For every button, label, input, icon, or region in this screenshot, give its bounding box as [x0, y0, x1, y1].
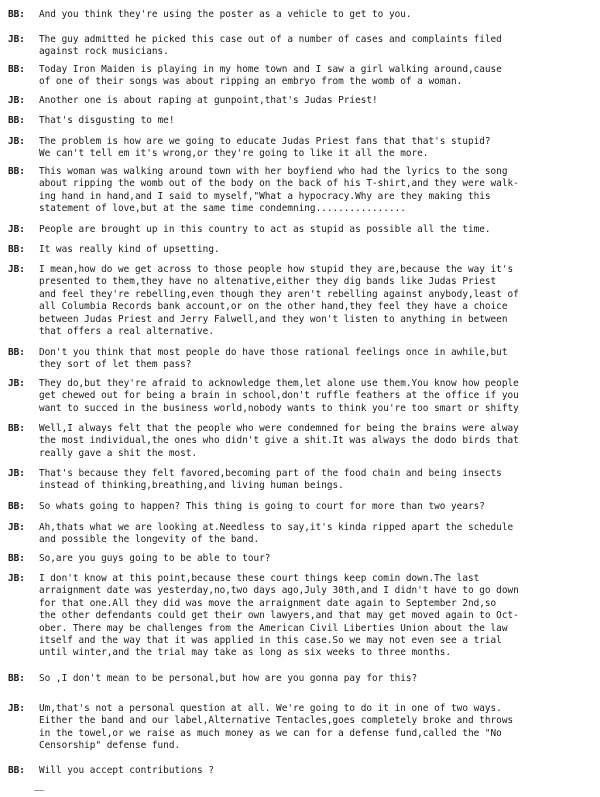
entry-text — [39, 264, 592, 338]
entry-text — [39, 224, 592, 236]
text-line: want to succed in the business world,nobody wants to think you're too smart or shifty — [39, 402, 519, 414]
entry-text — [39, 765, 592, 777]
text-line: statement of love,but at the same time condemning................ — [39, 203, 406, 215]
speaker-label: BB: — [8, 166, 25, 177]
transcript-entry — [8, 573, 592, 660]
text-line: get chewed out for being a brain in school,don't ruffle feathers at the office if you — [39, 390, 519, 402]
text-line: that offers a real alternative. — [39, 326, 214, 338]
entry-text — [39, 64, 592, 89]
text-line: So,are you guys going to be able to tour? — [39, 553, 271, 564]
entry-text — [39, 244, 592, 256]
speaker-label: BB: — [8, 765, 25, 776]
text-line: of one of their songs was about ripping an embryo from the womb of a woman. — [39, 76, 463, 88]
text-line: So ,I don't mean to be personal,but how are you gonna pay for this? — [39, 673, 418, 684]
transcript-entry — [8, 501, 592, 513]
transcript-entry — [8, 703, 592, 753]
text-line: the most individual,the ones who didn't give a shit.It was always the dodo birds that — [39, 435, 519, 447]
transcript-entry — [8, 9, 592, 21]
text-line: itself and the way that it was applied in this case.So we may not even see a trial — [39, 635, 502, 647]
entry-text — [39, 703, 592, 753]
text-line: really gave a shit the most. — [39, 447, 198, 459]
text-line: This woman was walking around town with her boyfiend who had the lyrics to the song — [39, 166, 508, 177]
text-line: all Columbia Records bank account,or on the other hand,they feel they have a choice — [39, 301, 508, 313]
text-line: Well,I always felt that the people who were condemned for being the brains were alway — [39, 423, 519, 434]
transcript-entry — [8, 224, 592, 236]
transcript-entry — [8, 136, 592, 161]
speaker-label: JB: — [8, 378, 25, 389]
text-line: Another one is about raping at gunpoint,that's Judas Priest! — [39, 95, 378, 106]
text-line: presented to them,they have no altenative,either they dig bands like Judas Priest — [39, 276, 497, 288]
text-line: and possible the longevity of the band. — [39, 534, 260, 546]
speaker-label: BB: — [8, 673, 25, 684]
transcript-entry — [8, 64, 592, 89]
text-line: They do,but they're afraid to acknowledge them,let alone use them.You know how people — [39, 378, 519, 389]
text-line: I don't know at this point,because these court things keep comin down.The last — [39, 573, 480, 584]
speaker-label: JB: — [8, 703, 25, 714]
speaker-label: JB: — [8, 468, 25, 479]
entry-text — [39, 553, 592, 565]
text-line: they sort of let them pass? — [39, 359, 192, 371]
text-line: against rock musicians. — [39, 46, 169, 58]
speaker-label: JB: — [8, 95, 25, 106]
text-line: ing hand in hand,and I said to myself,"What a hypocracy.Why are they making this — [39, 190, 491, 202]
text-line: Today Iron Maiden is playing in my home town and I saw a girl walking around,cause — [39, 64, 502, 75]
text-line: That's because they felt favored,becoming part of the food chain and being insects — [39, 468, 502, 479]
text-line: People are brought up in this country to act as stupid as possible all the time. — [39, 224, 491, 235]
transcript-entry — [8, 522, 592, 547]
text-line: ober. There may be challenges from the American Civil Liberties Union about the law — [39, 622, 508, 634]
text-line: until winter,and the trial may take as long as six weeks to three months. — [39, 647, 452, 659]
transcript-entry — [8, 115, 592, 127]
speaker-label: BB: — [8, 64, 25, 75]
entry-text — [39, 468, 592, 493]
entry-text — [39, 501, 592, 513]
speaker-label: JB: — [8, 34, 25, 45]
speaker-label: BB: — [8, 9, 25, 20]
transcript-entry — [8, 244, 592, 256]
transcript-entry — [8, 378, 592, 415]
text-line: The guy admitted he picked this case out of a number of cases and complaints filed — [39, 34, 502, 45]
text-line: Ah,thats what we are looking at.Needless to say,it's kinda ripped apart the schedule — [39, 522, 514, 533]
text-line: Will you accept contributions ? — [39, 765, 214, 776]
text-line: the other defendants could get their own lawyers,and that may get moved again to Oct- — [39, 610, 519, 622]
entry-text — [39, 347, 592, 372]
entry-text — [39, 136, 592, 161]
transcript-entry — [8, 34, 592, 59]
entry-text — [39, 166, 592, 216]
speaker-label: BB: — [8, 553, 25, 564]
speaker-label: BB: — [8, 244, 25, 255]
transcript-entry — [8, 347, 592, 372]
entry-text — [39, 673, 592, 685]
text-line: Either the band and our label,Alternative Tentacles,goes completely broke and throws — [39, 715, 514, 727]
transcript-entry — [8, 553, 592, 565]
transcript-entry — [8, 765, 592, 777]
scan-mark — [34, 790, 44, 791]
entry-text — [39, 378, 592, 415]
text-line: Don't you think that most people do have those rational feelings once in awhile,but — [39, 347, 508, 358]
transcript-entry — [8, 423, 592, 460]
speaker-label: JB: — [8, 522, 25, 533]
entry-text — [39, 423, 592, 460]
entry-text — [39, 34, 592, 59]
text-line: I mean,how do we get across to those people how stupid they are,because the way it's — [39, 264, 514, 275]
text-line: Um,that's not a personal question at all. We're going to do it in one of two ways. — [39, 703, 502, 714]
speaker-label: BB: — [8, 347, 25, 358]
speaker-label: JB: — [8, 573, 25, 584]
speaker-label: JB: — [8, 136, 25, 147]
text-line: instead of thinking,breathing,and living human beings. — [39, 480, 344, 492]
text-line: between Judas Priest and Jerry Falwell,and they won't listen to anything in between — [39, 313, 508, 325]
text-line: about ripping the womb out of the body on the back of his T-shirt,and they were walk- — [39, 178, 519, 190]
text-line: We can't tell em it's wrong,or they're going to like it all the more. — [39, 148, 429, 160]
text-line: arraignment date was yesterday,no,two days ago,July 30th,and I didn't have to go down — [39, 585, 519, 597]
transcript-entry — [8, 673, 592, 685]
entry-text — [39, 522, 592, 547]
text-line: and feel they're rebelling,even though they aren't rebelling against anybody,least of — [39, 288, 519, 300]
speaker-label: JB: — [8, 224, 25, 235]
transcript-entry — [8, 264, 592, 338]
text-line: for that one.All they did was move the arraignment date again to September 2nd,so — [39, 597, 497, 609]
text-line: in the towel,or we raise as much money as we can for a defense fund,called the "No — [39, 727, 502, 739]
text-line: And you think they're using the poster as a vehicle to get to you. — [39, 9, 412, 20]
speaker-label: BB: — [8, 501, 25, 512]
speaker-label: BB: — [8, 115, 25, 126]
speaker-label: BB: — [8, 423, 25, 434]
entry-text — [39, 573, 592, 660]
transcript-entry — [8, 468, 592, 493]
transcript-entry — [8, 166, 592, 216]
speaker-label: JB: — [8, 264, 25, 275]
text-line: It was really kind of upsetting. — [39, 244, 220, 255]
text-line: The problem is how are we going to educate Judas Priest fans that that's stupid? — [39, 136, 491, 147]
transcript-entry — [8, 95, 592, 107]
text-line: So whats going to happen? This thing is going to court for more than two years? — [39, 501, 485, 512]
entry-text — [39, 9, 592, 21]
text-line: That's disgusting to me! — [39, 115, 175, 126]
entry-text — [39, 115, 592, 127]
entry-text — [39, 95, 592, 107]
text-line: Censorship" defense fund. — [39, 740, 181, 752]
